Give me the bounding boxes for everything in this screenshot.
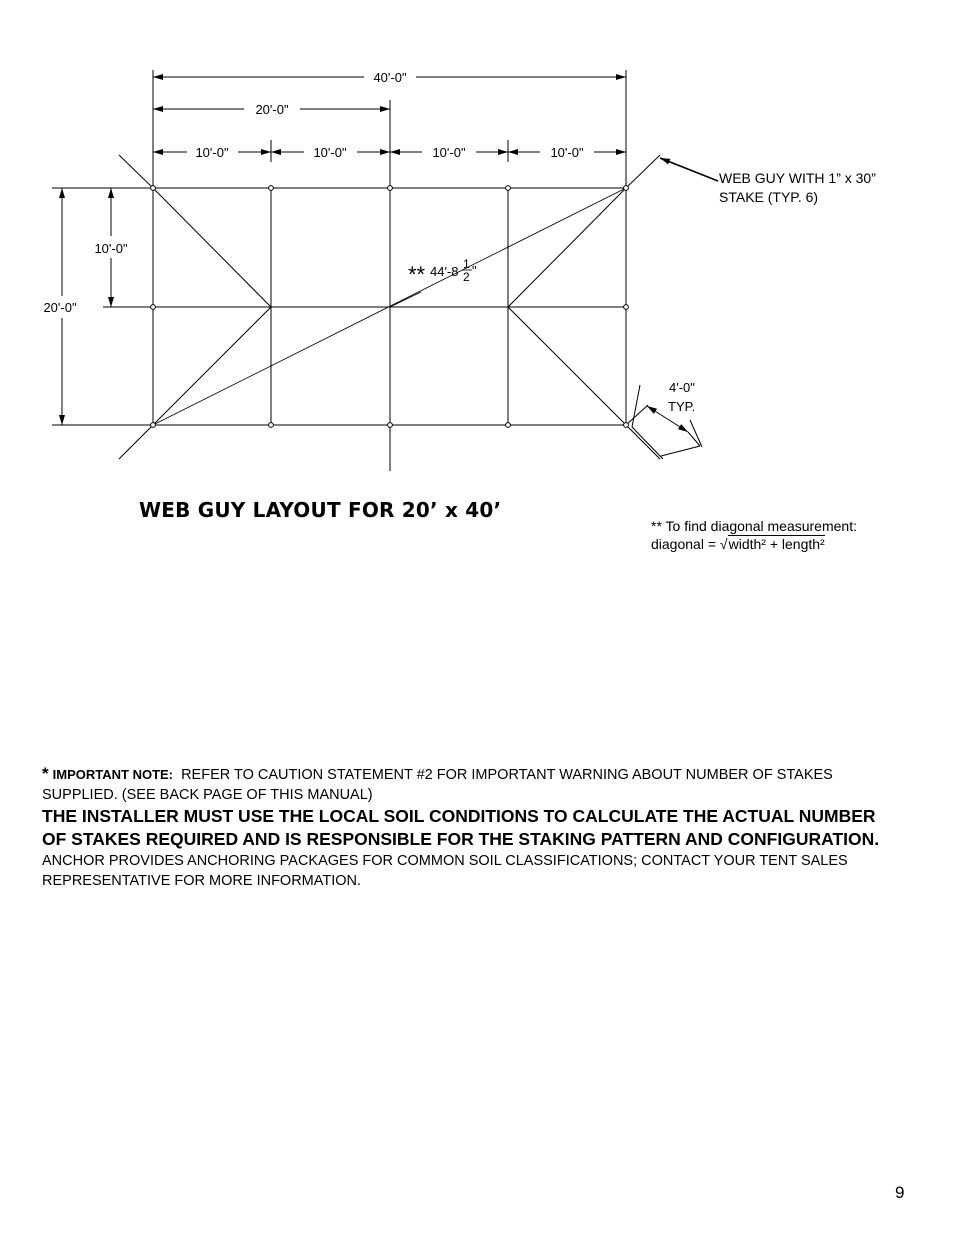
diagonal-inch-mark: "	[472, 263, 477, 278]
callout-line-2: STAKE (TYP. 6)	[719, 189, 819, 205]
important-note-text: REFER TO CAUTION STATEMENT #2 FOR IMPORTANT WARNING ABOUT NUMBER OF STAKES SUPPLIED. (SEE BACK PAGE OF THIS MANUAL)	[42, 767, 833, 803]
overall-length-label: 40'-0"	[373, 70, 407, 85]
diagonal-fraction-numerator: 1	[463, 257, 470, 271]
half-length-label: 20'-0"	[255, 102, 289, 117]
installer-responsibility-text: THE INSTALLER MUST USE THE LOCAL SOIL CONDITIONS TO CALCULATE THE ACTUAL NUMBER OF STAKES REQUIRED AND IS RESPONSIBLE FOR THE STAKING PATTERN AND CONFIGURATION.	[42, 806, 880, 849]
radical-sign: √	[719, 536, 728, 552]
callout-leader-line	[660, 158, 718, 181]
diagonal-formula-note	[651, 517, 857, 553]
diagonal-fraction-denominator: 2	[463, 270, 470, 284]
bay-2-label: 10'-0"	[313, 145, 347, 160]
formula-prefix: diagonal =	[651, 536, 720, 552]
formula-radicand: width² + length²	[728, 536, 825, 552]
formula-line-2	[651, 535, 857, 553]
page-number: 9	[895, 1183, 905, 1202]
offset-value-label: 4'-0"	[669, 380, 695, 395]
diagonal-stars: **	[408, 262, 426, 287]
web-guy-layout-drawing	[0, 0, 954, 500]
diagonal-leader-line	[390, 292, 421, 307]
anchor-packages-text: ANCHOR PROVIDES ANCHORING PACKAGES FOR COMMON SOIL CLASSIFICATIONS; CONTACT YOUR TENT SALES REPRESENTATIVE FOR MORE INFORMATION.	[42, 853, 848, 889]
callout-line-1: WEB GUY WITH 1” x 30”	[719, 170, 876, 186]
tent-frame-grid	[52, 188, 626, 425]
bay-3-label: 10'-0"	[432, 145, 466, 160]
overall-width-label: 20'-0"	[43, 300, 77, 315]
diagonal-value: 44'-8	[430, 264, 459, 279]
note-asterisk: *	[42, 764, 49, 783]
half-width-label: 10'-0"	[94, 241, 128, 256]
layout-title: WEB GUY LAYOUT FOR 20’ x 40’	[139, 498, 502, 522]
formula-line-1: ** To find diagonal measurement:	[651, 518, 857, 534]
important-note-label: IMPORTANT NOTE:	[52, 767, 174, 782]
bay-1-label: 10'-0"	[195, 145, 229, 160]
important-note	[42, 764, 902, 891]
offset-dimension	[626, 385, 702, 459]
bay-4-label: 10'-0"	[550, 145, 584, 160]
offset-typ-label: TYP.	[668, 399, 696, 414]
